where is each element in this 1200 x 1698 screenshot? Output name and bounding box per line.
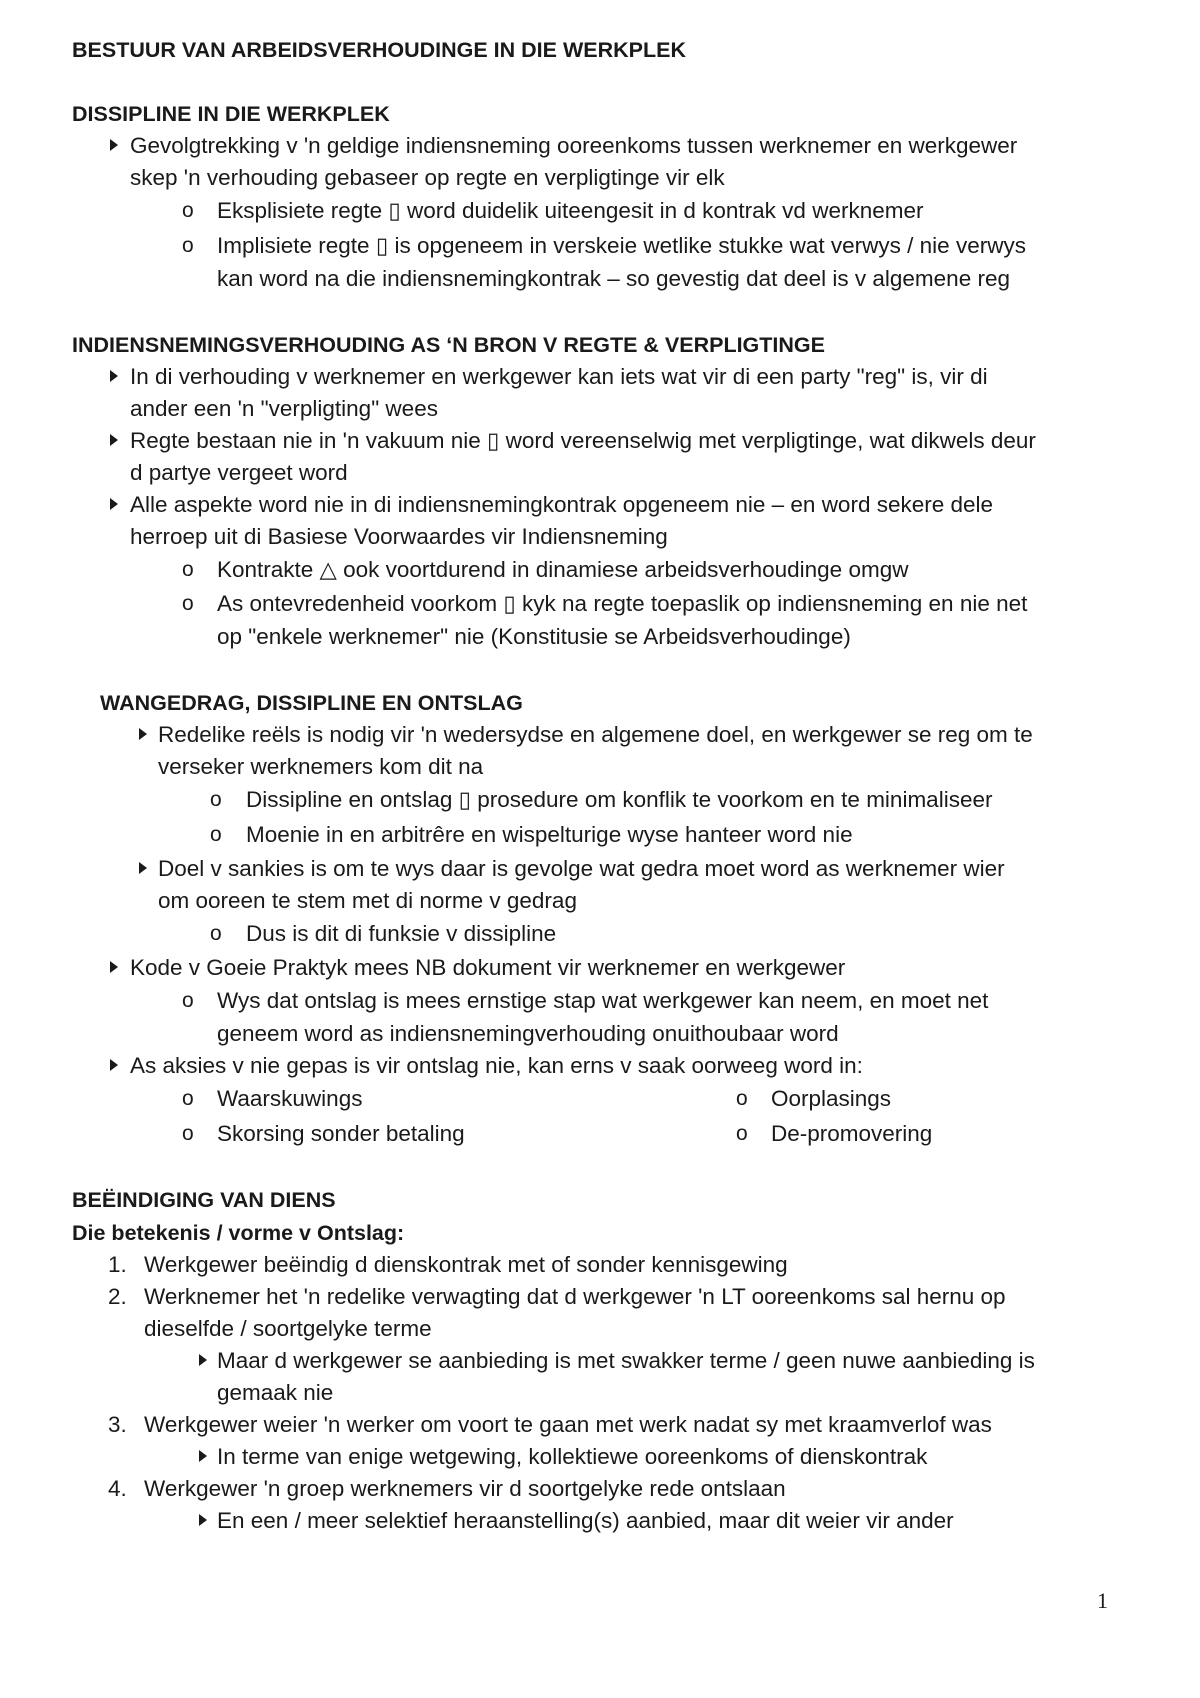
- option-item: Oorplasings: [771, 1086, 892, 1111]
- list-item-text: Werkgewer beëindig d dienskontrak met of sonder kennisgewing: [144, 1252, 788, 1277]
- triangle-right-icon: [199, 1450, 207, 1462]
- option-item: Skorsing sonder betaling: [217, 1121, 465, 1146]
- list-number: 3.: [108, 1412, 127, 1437]
- section-heading-indiensneming: INDIENSNEMINGSVERHOUDING AS ‘N BRON V REGTE & VERPLIGTINGE: [72, 333, 825, 357]
- bullet-text: En een / meer selektief heraanstelling(s) aanbied, maar dit weier vir ander: [217, 1508, 954, 1533]
- document-title: BESTUUR VAN ARBEIDSVERHOUDINGE IN DIE WERKPLEK: [72, 38, 686, 62]
- bullet-text: Regte bestaan nie in 'n vakuum nie ▯ word vereenselwig met verpligtinge, wat dikwels deur: [130, 428, 1036, 453]
- sub-bullet-text: Dus is dit di funksie v dissipline: [246, 921, 557, 946]
- sub-bullet-marker: o: [210, 788, 222, 811]
- triangle-right-icon: [110, 498, 118, 510]
- triangle-right-icon: [110, 370, 118, 382]
- sub-bullet-marker: o: [182, 558, 194, 581]
- sub-bullet-marker: o: [210, 823, 222, 846]
- sub-bullet-marker: o: [736, 1087, 748, 1110]
- sub-bullet-marker: o: [182, 989, 194, 1012]
- bullet-text: ander een 'n "verpligting" wees: [130, 396, 438, 421]
- bullet-text: gemaak nie: [217, 1380, 334, 1405]
- sub-bullet-marker: o: [736, 1122, 748, 1145]
- bullet-text: In di verhouding v werknemer en werkgewer kan iets wat vir di een party "reg" is, vir di: [130, 364, 988, 389]
- bullet-text: Gevolgtrekking v 'n geldige indiensneming ooreenkoms tussen werknemer en werkgewer: [130, 133, 1018, 158]
- sub-bullet-text: Kontrakte △ ook voortdurend in dinamiese arbeidsverhoudinge omgw: [217, 557, 909, 582]
- bullet-text: As aksies v nie gepas is vir ontslag nie, kan erns v saak oorweeg word in:: [130, 1053, 863, 1078]
- sub-bullet-text: Implisiete regte ▯ is opgeneem in verskeie wetlike stukke wat verwys / nie verwys: [217, 233, 1026, 258]
- list-item-text: Werkgewer 'n groep werknemers vir d soortgelyke rede ontslaan: [144, 1476, 786, 1501]
- list-number: 1.: [108, 1252, 127, 1277]
- bullet-text: Alle aspekte word nie in di indiensnemingkontrak opgeneem nie – en word sekere dele: [130, 492, 994, 517]
- triangle-right-icon: [199, 1354, 207, 1366]
- bullet-text: Doel v sankies is om te wys daar is gevolge wat gedra moet word as werknemer wier: [158, 856, 1005, 881]
- bullet-text: Kode v Goeie Praktyk mees NB dokument vir werknemer en werkgewer: [130, 955, 846, 980]
- page-number: 1: [1097, 1588, 1108, 1613]
- list-number: 2.: [108, 1284, 127, 1309]
- bullet-text: verseker werknemers kom dit na: [158, 754, 484, 779]
- section-heading-wangedrag: WANGEDRAG, DISSIPLINE EN ONTSLAG: [100, 691, 523, 715]
- triangle-right-icon: [199, 1514, 207, 1526]
- list-item-text: Werknemer het 'n redelike verwagting dat d werkgewer 'n LT ooreenkoms sal hernu op: [144, 1284, 1006, 1309]
- bullet-text: d partye vergeet word: [130, 460, 348, 485]
- sub-bullet-text: Wys dat ontslag is mees ernstige stap wat werkgewer kan neem, en moet net: [217, 988, 989, 1013]
- triangle-right-icon: [139, 728, 147, 740]
- sub-bullet-text: As ontevredenheid voorkom ▯ kyk na regte toepaslik op indiensneming en nie net: [217, 591, 1028, 616]
- bullet-text: In terme van enige wetgewing, kollektiewe ooreenkoms of dienskontrak: [217, 1444, 928, 1469]
- sub-bullet-marker: o: [182, 1122, 194, 1145]
- sub-bullet-marker: o: [182, 1087, 194, 1110]
- sub-bullet-marker: o: [210, 922, 222, 945]
- triangle-right-icon: [110, 961, 118, 973]
- list-item-text: Werkgewer weier 'n werker om voort te gaan met werk nadat sy met kraamverlof was: [144, 1412, 992, 1437]
- sub-bullet-marker: o: [182, 199, 194, 222]
- option-item: Waarskuwings: [217, 1086, 363, 1111]
- bullet-text: Maar d werkgewer se aanbieding is met swakker terme / geen nuwe aanbieding is: [217, 1348, 1035, 1373]
- list-number: 4.: [108, 1476, 127, 1501]
- bullet-text: skep 'n verhouding gebaseer op regte en verpligtinge vir elk: [130, 165, 725, 190]
- sub-bullet-marker: o: [182, 234, 194, 257]
- sub-bullet-text: op "enkele werknemer" nie (Konstitusie se Arbeidsverhoudinge): [217, 624, 851, 649]
- section-heading-dissipline: DISSIPLINE IN DIE WERKPLEK: [72, 102, 390, 126]
- sub-bullet-text: Moenie in en arbitrêre en wispelturige wyse hanteer word nie: [246, 822, 853, 847]
- triangle-right-icon: [110, 139, 118, 151]
- triangle-right-icon: [110, 434, 118, 446]
- sub-bullet-text: Eksplisiete regte ▯ word duidelik uiteengesit in d kontrak vd werknemer: [217, 198, 924, 223]
- section-heading-beeindiging: BEËINDIGING VAN DIENS: [72, 1188, 336, 1212]
- triangle-right-icon: [110, 1059, 118, 1071]
- bullet-text: om ooreen te stem met di norme v gedrag: [158, 888, 577, 913]
- section-subheading: Die betekenis / vorme v Ontslag:: [72, 1221, 405, 1245]
- bullet-text: herroep uit di Basiese Voorwaardes vir Indiensneming: [130, 524, 668, 549]
- option-item: De-promovering: [771, 1121, 933, 1146]
- sub-bullet-text: geneem word as indiensnemingverhouding onuithoubaar word: [217, 1021, 839, 1046]
- sub-bullet-text: Dissipline en ontslag ▯ prosedure om konflik te voorkom en te minimaliseer: [246, 787, 993, 812]
- list-item-text: dieselfde / soortgelyke terme: [144, 1316, 432, 1341]
- sub-bullet-text: kan word na die indiensnemingkontrak – so gevestig dat deel is v algemene reg: [217, 266, 1010, 291]
- sub-bullet-marker: o: [182, 592, 194, 615]
- triangle-right-icon: [139, 862, 147, 874]
- bullet-text: Redelike reëls is nodig vir 'n wedersydse en algemene doel, en werkgewer se reg om te: [158, 722, 1033, 747]
